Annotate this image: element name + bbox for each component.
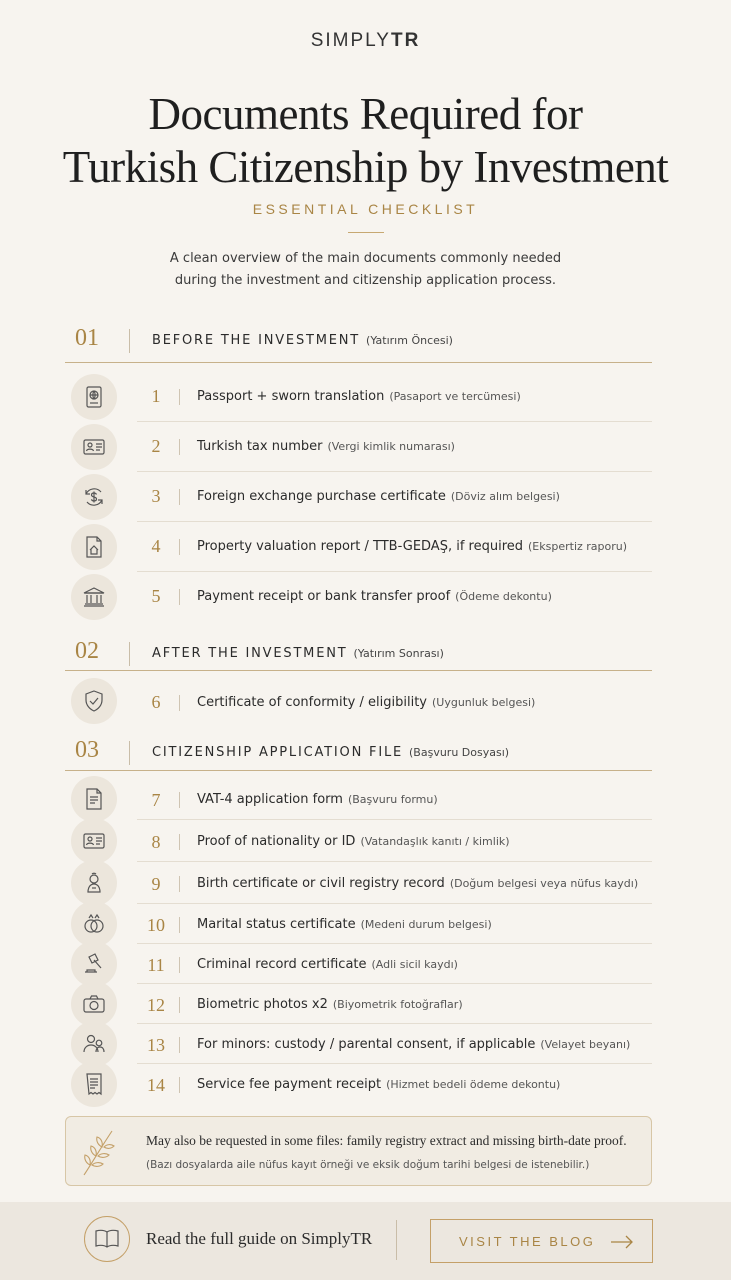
item-divider	[179, 539, 180, 555]
item-label-tr: (Hizmet bedeli ödeme dekontu)	[386, 1078, 561, 1091]
item-text	[197, 997, 463, 1012]
item-divider	[179, 876, 180, 892]
shield-check-icon	[71, 678, 117, 724]
section-title-tr: (Başvuru Dosyası)	[409, 746, 510, 759]
section-header-citizenship-file	[65, 737, 652, 771]
section-header-after-investment	[65, 638, 652, 672]
item-label: Proof of nationality or ID	[197, 834, 356, 849]
list-item	[65, 944, 652, 984]
item-number: 5	[151, 586, 161, 606]
item-number: 11	[147, 955, 165, 975]
item-label: Property valuation report / TTB-GEDAŞ, if required	[197, 539, 524, 554]
item-label-tr: (Velayet beyanı)	[540, 1038, 631, 1051]
item-text	[197, 589, 552, 604]
item-text	[197, 957, 458, 972]
item-label-tr: (Döviz alım belgesi)	[450, 490, 560, 503]
arrow-right-icon	[610, 1235, 634, 1249]
id-card-icon	[71, 424, 117, 470]
leaf-icon	[78, 1125, 118, 1179]
item-divider	[179, 1077, 180, 1093]
section-divider	[129, 329, 130, 353]
list-item	[65, 572, 652, 622]
item-label: Turkish tax number	[197, 439, 323, 454]
currency-exchange-icon	[71, 474, 117, 520]
item-label: Payment receipt or bank transfer proof	[197, 589, 451, 604]
brand-prefix: SIMPLY	[310, 30, 391, 51]
item-label-tr: (Vatandaşlık kanıtı / kimlik)	[360, 835, 510, 848]
brand-logo	[0, 30, 731, 52]
item-number: 9	[151, 874, 161, 894]
list-item	[65, 862, 652, 904]
item-text	[197, 489, 560, 504]
item-label-tr: (Ekspertiz raporu)	[528, 540, 628, 553]
section-divider	[129, 741, 130, 765]
form-document-icon	[71, 776, 117, 822]
section-number: 01	[75, 325, 99, 351]
baby-icon	[71, 860, 117, 906]
section-title-en: CITIZENSHIP APPLICATION FILE	[152, 745, 404, 760]
item-label: Marital status certificate	[197, 917, 356, 932]
additional-note	[65, 1116, 652, 1186]
item-text	[197, 792, 438, 807]
item-divider	[179, 957, 180, 973]
item-text	[197, 389, 521, 404]
list-item	[65, 820, 652, 862]
list-item	[65, 778, 652, 820]
item-divider	[179, 439, 180, 455]
list-item	[65, 472, 652, 522]
item-text	[197, 834, 510, 849]
brand-suffix: TR	[390, 30, 421, 51]
item-label-tr: (Pasaport ve tercümesi)	[389, 390, 521, 403]
title-line-2: Turkish Citizenship by Investment	[62, 142, 669, 192]
section-number: 03	[75, 737, 99, 763]
visit-blog-button[interactable]	[430, 1219, 653, 1263]
subtitle-rule	[348, 232, 384, 233]
item-text	[197, 917, 492, 932]
item-label-tr: (Adli sicil kaydı)	[371, 958, 458, 971]
list-item	[65, 984, 652, 1024]
item-text	[197, 695, 535, 710]
item-number: 6	[151, 692, 161, 712]
item-number: 14	[147, 1075, 165, 1095]
list-item	[65, 1064, 652, 1104]
item-label: Passport + sworn translation	[197, 389, 385, 404]
item-label-tr: (Doğum belgesi veya nüfus kaydı)	[449, 877, 639, 890]
section-rule	[65, 670, 652, 671]
item-divider	[179, 917, 180, 933]
item-number: 10	[147, 915, 165, 935]
intro-line-1: A clean overview of the main documents commonly needed	[169, 251, 562, 266]
list-item	[65, 372, 652, 422]
item-text	[197, 1037, 630, 1052]
item-divider	[179, 389, 180, 405]
section-title	[152, 745, 509, 760]
section-header-before-investment	[65, 325, 652, 359]
item-text	[197, 439, 455, 454]
item-number: 1	[151, 386, 161, 406]
item-divider	[179, 489, 180, 505]
guide-text: Read the full guide on SimplyTR	[146, 1229, 373, 1248]
footer-divider	[396, 1220, 397, 1260]
item-label-tr: (Ödeme dekontu)	[455, 590, 552, 603]
section-title	[152, 333, 453, 348]
item-number: 2	[151, 436, 161, 456]
id-card-icon	[71, 818, 117, 864]
item-label: Criminal record certificate	[197, 957, 367, 972]
footer	[0, 1202, 731, 1280]
section-rule	[65, 362, 652, 363]
title-line-1: Documents Required for	[148, 89, 583, 139]
item-number: 13	[147, 1035, 165, 1055]
item-divider	[179, 792, 180, 808]
item-number: 7	[151, 790, 161, 810]
book-icon	[84, 1216, 130, 1262]
item-number: 12	[147, 995, 165, 1015]
section-number: 02	[75, 638, 99, 664]
section-title-tr: (Yatırım Sonrası)	[353, 647, 444, 660]
list-item	[65, 1024, 652, 1064]
item-label: Certificate of conformity / eligibility	[197, 695, 427, 710]
item-label-tr: (Vergi kimlik numarası)	[327, 440, 455, 453]
visit-blog-label: VISIT THE BLOG	[459, 1234, 596, 1249]
item-label: Birth certificate or civil registry record	[197, 876, 445, 891]
item-label-tr: (Uygunluk belgesi)	[431, 696, 536, 709]
section-title-en: AFTER THE INVESTMENT	[152, 646, 348, 661]
item-divider	[179, 1037, 180, 1053]
item-label: VAT-4 application form	[197, 792, 343, 807]
page-subtitle: ESSENTIAL CHECKLIST	[252, 201, 479, 217]
item-label: Foreign exchange purchase certificate	[197, 489, 446, 504]
section-title	[152, 646, 444, 661]
item-divider	[179, 834, 180, 850]
item-divider	[179, 695, 180, 711]
item-divider	[179, 589, 180, 605]
passport-icon	[71, 374, 117, 420]
item-text	[197, 539, 627, 554]
section-divider	[129, 642, 130, 666]
item-text	[197, 1077, 560, 1092]
receipt-icon	[71, 1061, 117, 1107]
item-divider	[179, 997, 180, 1013]
item-text	[197, 876, 638, 891]
item-label: Biometric photos x2	[197, 997, 328, 1012]
item-number: 8	[151, 832, 161, 852]
list-item	[65, 904, 652, 944]
item-label-tr: (Başvuru formu)	[347, 793, 438, 806]
list-item	[65, 522, 652, 572]
item-label: For minors: custody / parental consent, if applicable	[197, 1037, 536, 1052]
item-number: 4	[151, 536, 161, 556]
section-title-tr: (Yatırım Öncesi)	[366, 334, 453, 347]
section-title-en: BEFORE THE INVESTMENT	[152, 333, 361, 348]
item-label: Service fee payment receipt	[197, 1077, 382, 1092]
bank-icon	[71, 574, 117, 620]
intro-text	[140, 248, 591, 292]
item-number: 3	[151, 486, 161, 506]
item-label-tr: (Medeni durum belgesi)	[360, 918, 492, 931]
list-item	[65, 676, 652, 726]
note-line-1: May also be requested in some files: family registry extract and missing birth-date proof.	[146, 1133, 627, 1148]
section-rule	[65, 770, 652, 771]
house-document-icon	[71, 524, 117, 570]
list-item	[65, 422, 652, 472]
item-label-tr: (Biyometrik fotoğraflar)	[332, 998, 463, 1011]
page-title	[0, 88, 731, 194]
intro-line-2: during the investment and citizenship application process.	[174, 273, 557, 288]
note-line-2: (Bazı dosyalarda aile nüfus kayıt örneği ve eksik doğum tarihi belgesi de istenebilir.)	[146, 1159, 590, 1171]
